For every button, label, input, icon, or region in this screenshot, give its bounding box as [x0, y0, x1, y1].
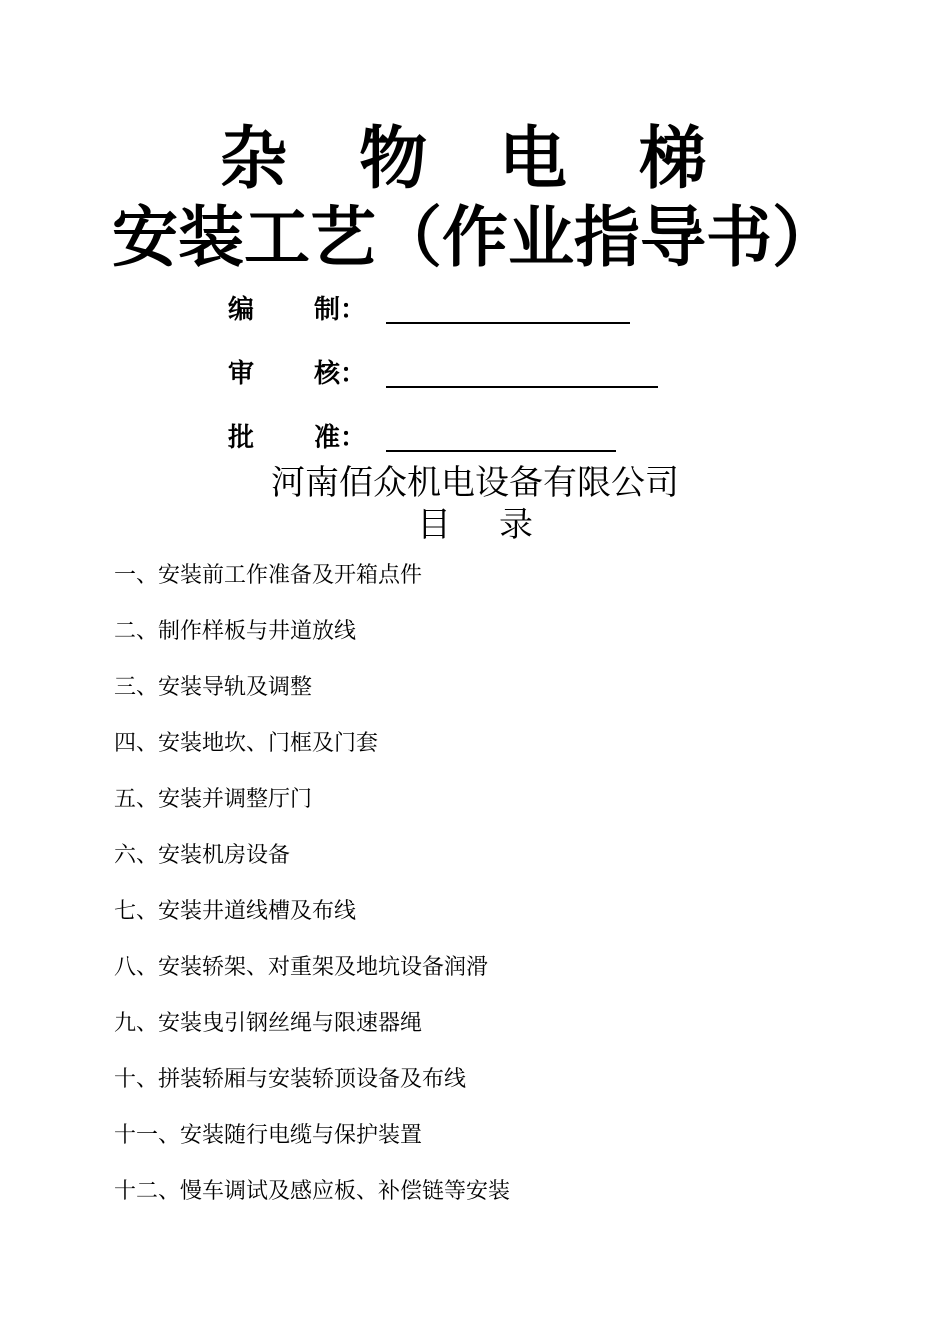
signature-line[interactable] — [386, 450, 616, 452]
toc-item[interactable]: 九、安装曳引钢丝绳与限速器绳 — [114, 1011, 423, 1036]
signature-label-char1: 审 — [228, 359, 255, 389]
toc-list — [114, 556, 510, 1228]
signature-label-char1: 批 — [228, 423, 255, 453]
toc-item[interactable]: 十、拼装轿厢与安装轿顶设备及布线 — [114, 1067, 467, 1092]
toc-item[interactable]: 七、安装井道线槽及布线 — [114, 899, 357, 924]
signature-label-char2: 准： — [314, 423, 367, 453]
toc-title-char1: 目 — [417, 505, 451, 545]
signature-line[interactable] — [386, 386, 658, 388]
toc-item[interactable]: 十二、慢车调试及感应板、补偿链等安装 — [114, 1179, 511, 1204]
toc-item[interactable]: 二、制作样板与井道放线 — [114, 619, 357, 644]
signature-line[interactable] — [386, 322, 630, 324]
signature-label-char2: 制： — [314, 295, 367, 325]
toc-item[interactable]: 三、安装导轨及调整 — [114, 675, 313, 700]
toc-item[interactable]: 八、安装轿架、对重架及地坑设备润滑 — [114, 955, 489, 980]
company-name: 河南佰众机电设备有限公司 — [271, 463, 679, 503]
toc-item[interactable]: 四、安装地坎、门框及门套 — [114, 731, 379, 756]
toc-item[interactable]: 六、安装机房设备 — [114, 843, 291, 868]
signature-label-char2: 核： — [314, 359, 367, 389]
document-title-line2: 安装工艺（作业指导书） — [112, 199, 838, 276]
toc-title — [0, 504, 950, 546]
toc-item[interactable]: 十一、安装随行电缆与保护装置 — [114, 1123, 423, 1148]
signature-label-char1: 编 — [228, 295, 255, 325]
document-title-line1: 杂 物 电 梯 — [219, 120, 731, 199]
toc-title-char2: 录 — [499, 505, 533, 545]
toc-item[interactable]: 一、安装前工作准备及开箱点件 — [114, 563, 423, 588]
toc-item[interactable]: 五、安装并调整厅门 — [114, 787, 313, 812]
